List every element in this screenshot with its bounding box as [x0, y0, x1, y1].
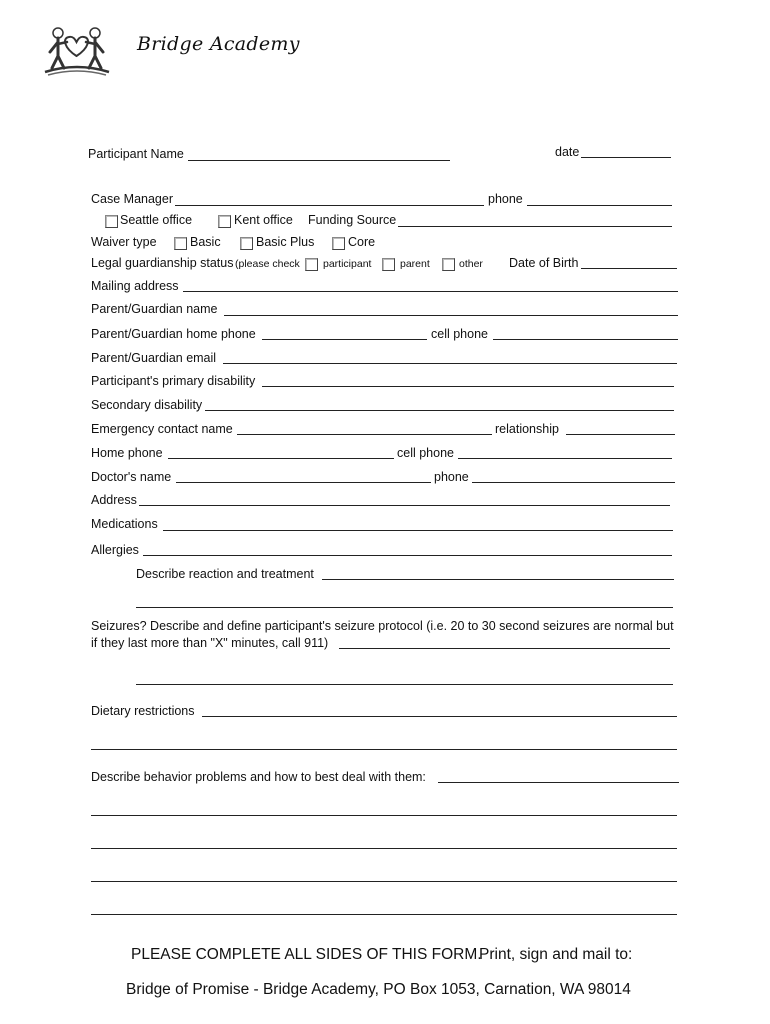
seattle-office-checkbox[interactable]	[105, 215, 118, 228]
parent-label: parent	[400, 258, 430, 270]
brand-name: Bridge Academy	[137, 33, 300, 55]
other-label: other	[459, 258, 483, 270]
core-checkbox[interactable]	[332, 237, 345, 250]
relationship-label: relationship	[495, 422, 559, 436]
relationship-field[interactable]	[566, 434, 675, 435]
behavior-problems-field[interactable]	[438, 782, 679, 783]
parent-guardian-checkbox[interactable]	[382, 258, 395, 271]
case-manager-field[interactable]	[175, 205, 484, 206]
behavior-problems-label: Describe behavior problems and how to best deal with them:	[91, 770, 426, 784]
behavior-problems-field-5[interactable]	[91, 914, 677, 915]
doctors-name-field[interactable]	[176, 482, 431, 483]
core-label: Core	[348, 235, 376, 249]
secondary-disability-label: Secondary disability	[91, 398, 203, 412]
children-heart-logo-icon	[42, 26, 112, 78]
emergency-contact-label: Emergency contact name	[91, 422, 233, 436]
seizures-field[interactable]	[339, 648, 670, 649]
date-of-birth-label: Date of Birth	[509, 256, 579, 270]
cell-phone-label: cell phone	[397, 446, 454, 460]
describe-reaction-label: Describe reaction and treatment	[136, 567, 314, 581]
parent-guardian-cell-phone-label: cell phone	[431, 327, 488, 341]
date-of-birth-field[interactable]	[581, 268, 677, 269]
seattle-office-label: Seattle office	[120, 213, 193, 227]
print-sign-mail-notice: Print, sign and mail to:	[479, 946, 633, 963]
doctors-name-label: Doctor's name	[91, 470, 172, 484]
allergies-label: Allergies	[91, 543, 139, 557]
kent-office-checkbox[interactable]	[218, 215, 231, 228]
parent-guardian-email-label: Parent/Guardian email	[91, 351, 217, 365]
participant-name-field[interactable]	[188, 160, 450, 161]
doctor-phone-label: phone	[434, 470, 469, 484]
parent-guardian-name-label: Parent/Guardian name	[91, 302, 218, 316]
medications-field[interactable]	[163, 530, 673, 531]
funding-source-field[interactable]	[398, 226, 672, 227]
mailing-address-footer: Bridge of Promise - Bridge Academy, PO Box 1053, Carnation, WA 98014	[126, 981, 631, 998]
home-phone-field[interactable]	[168, 458, 394, 459]
emergency-contact-field[interactable]	[237, 434, 492, 435]
seizures-field-2[interactable]	[136, 684, 673, 685]
dietary-restrictions-label: Dietary restrictions	[91, 704, 195, 718]
address-field[interactable]	[139, 505, 670, 506]
seizures-label: Seizures? Describe and define participant's seizure protocol (i.e. 20 to 30 second seizures are normal but	[91, 619, 674, 633]
dietary-restrictions-field-2[interactable]	[91, 749, 677, 750]
seizures-label-continued: if they last more than "X" minutes, call 911)	[91, 636, 329, 650]
date-label: date	[555, 145, 580, 159]
mailing-address-label: Mailing address	[91, 279, 179, 293]
address-label: Address	[91, 493, 137, 507]
parent-guardian-cell-phone-field[interactable]	[493, 339, 678, 340]
describe-reaction-field[interactable]	[322, 579, 674, 580]
date-field[interactable]	[581, 157, 671, 158]
case-manager-phone-label: phone	[488, 192, 523, 206]
basic-checkbox[interactable]	[174, 237, 187, 250]
basic-plus-checkbox[interactable]	[240, 237, 253, 250]
behavior-problems-field-4[interactable]	[91, 881, 677, 882]
participant-guardian-checkbox[interactable]	[305, 258, 318, 271]
please-check-note: (please check	[235, 258, 300, 270]
participant-name-label: Participant Name	[88, 147, 184, 161]
behavior-problems-field-3[interactable]	[91, 848, 677, 849]
case-manager-phone-field[interactable]	[527, 205, 672, 206]
primary-disability-field[interactable]	[262, 386, 674, 387]
behavior-problems-field-2[interactable]	[91, 815, 677, 816]
primary-disability-label: Participant's primary disability	[91, 374, 256, 388]
parent-guardian-name-field[interactable]	[224, 315, 678, 316]
secondary-disability-field[interactable]	[205, 410, 674, 411]
allergies-field[interactable]	[143, 555, 672, 556]
mailing-address-field[interactable]	[183, 291, 678, 292]
complete-all-sides-notice: PLEASE COMPLETE ALL SIDES OF THIS FORM.	[131, 946, 482, 963]
home-phone-label: Home phone	[91, 446, 163, 460]
parent-guardian-home-phone-field[interactable]	[262, 339, 427, 340]
describe-reaction-field-2[interactable]	[136, 607, 673, 608]
participant-label: participant	[323, 258, 372, 270]
other-guardian-checkbox[interactable]	[442, 258, 455, 271]
medications-label: Medications	[91, 517, 158, 531]
waiver-type-label: Waiver type	[91, 235, 157, 249]
basic-plus-label: Basic Plus	[256, 235, 315, 249]
legal-guardianship-label: Legal guardianship status	[91, 256, 234, 270]
dietary-restrictions-field[interactable]	[202, 716, 677, 717]
cell-phone-field[interactable]	[458, 458, 672, 459]
funding-source-label: Funding Source	[308, 213, 397, 227]
logo	[42, 26, 112, 78]
kent-office-label: Kent office	[234, 213, 293, 227]
parent-guardian-email-field[interactable]	[223, 363, 677, 364]
basic-label: Basic	[190, 235, 221, 249]
parent-guardian-home-phone-label: Parent/Guardian home phone	[91, 327, 256, 341]
case-manager-label: Case Manager	[91, 192, 173, 206]
doctor-phone-field[interactable]	[472, 482, 675, 483]
